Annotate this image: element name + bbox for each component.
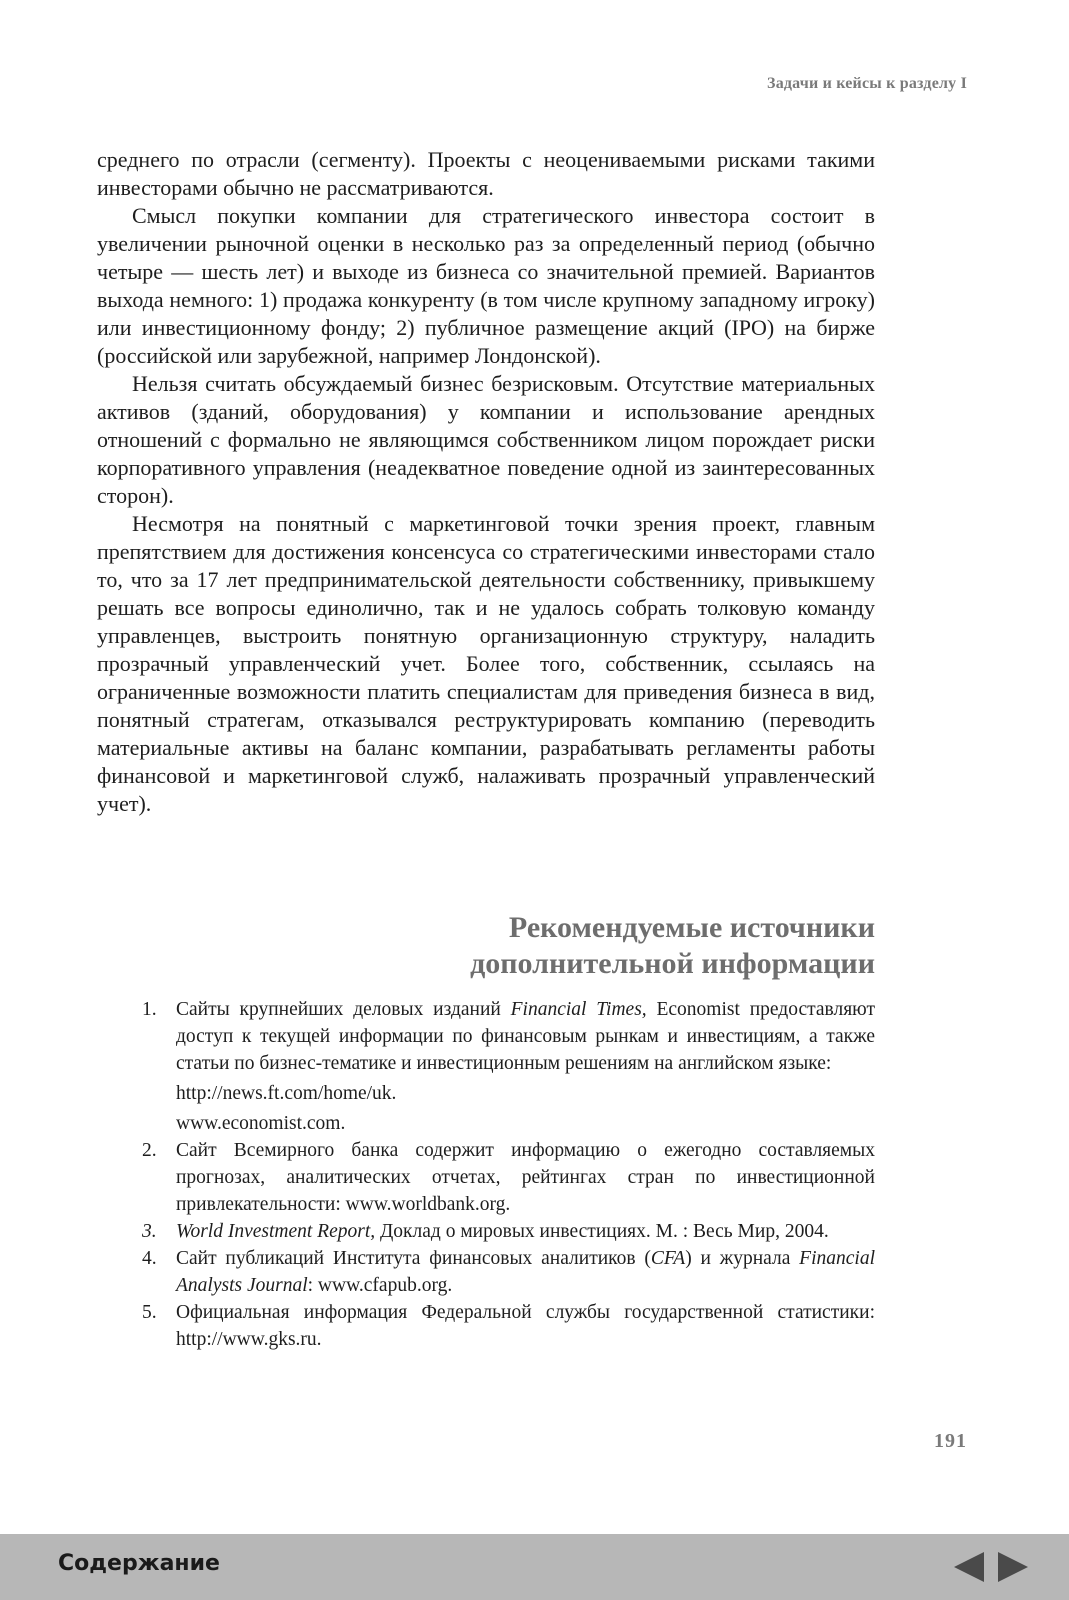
reference-number: 3. (142, 1221, 157, 1242)
paragraph: среднего по отрасли (сегменту). Проекты с неоцениваемыми рисками такими инвесторами обычно не рассматриваются. (97, 147, 875, 200)
reference-text: Сайты крупнейших деловых изданий (176, 999, 511, 1020)
triangle-right-icon (996, 1550, 1030, 1584)
section-heading (275, 910, 875, 982)
section-heading-line: дополнительной информации (470, 947, 875, 980)
reference-italic: World Investment Report, (176, 1221, 376, 1242)
reference-list (130, 996, 875, 1353)
navigation-bar (0, 1534, 1069, 1600)
triangle-left-icon (952, 1550, 986, 1584)
reference-text: : www.cfapub.org. (307, 1275, 453, 1296)
reference-italic: Financial Analysts Journal (176, 1248, 875, 1296)
reference-link[interactable]: www.economist.com. (176, 1113, 346, 1134)
reference-text: Официальная информация Федеральной службы государственной статистики: http://www.gks.ru. (176, 1302, 875, 1350)
reference-text: Сайт публикаций Института финансовых аналитиков ( (176, 1248, 651, 1269)
reference-text: Доклад о мировых инвестициях. М. : Весь Мир, 2004. (375, 1221, 829, 1242)
reference-item (130, 1218, 875, 1245)
reference-number: 1. (142, 999, 157, 1020)
reference-number: 2. (142, 1140, 157, 1161)
reference-item (130, 1299, 875, 1353)
paragraph: Смысл покупки компании для стратегического инвестора состоит в увеличении рыночной оценки в несколько раз за определенный период (обычно четыре — шесть лет) и выходе из бизнеса со значительной премией. Вариантов выхода немного: 1) продажа конкуренту (в том числе крупному западному игроку) или инвестиционному фонду; 2) публичное размещение акций (IPO) на бирже (российской или зарубежной, например Лондонской). (97, 203, 875, 368)
reference-link[interactable]: http://news.ft.com/home/uk. (176, 1083, 397, 1104)
reference-item (130, 996, 875, 1137)
reference-number: 4. (142, 1248, 157, 1269)
reference-text: Economist предоставляют доступ к текущей информации по финансовым рынкам и инвестициям, а также статьи по бизнес-тематике и инвестиционным решениям на английском языке: (176, 999, 875, 1074)
reference-number: 5. (142, 1302, 157, 1323)
reference-text: Сайт Всемирного банка содержит информацию о ежегодно составляемых прогнозах, аналитических отчетах, рейтингах стран по инвестиционной привлекательности: www.worldbank.org. (176, 1140, 875, 1215)
paragraph: Нельзя считать обсуждаемый бизнес безрисковым. Отсутствие материальных активов (зданий, оборудования) у компании и использование арендных отношений с формально не являющимся собственником лицом порождает риски корпоративного управления (неадекватное поведение одной из заинтересованных сторон). (97, 371, 875, 508)
reference-italic: Financial Times, (510, 999, 647, 1020)
previous-page-button[interactable] (952, 1550, 986, 1584)
reference-item (130, 1137, 875, 1218)
reference-item (130, 1245, 875, 1299)
table-of-contents-link[interactable]: Содержание (58, 1551, 220, 1576)
section-heading-line: Рекомендуемые источники (508, 911, 875, 944)
page-number: 191 (934, 1430, 967, 1452)
paragraph: Несмотря на понятный с маркетинговой точки зрения проект, главным препятствием для достижения консенсуса со стратегическими инвесторами стало то, что за 17 лет предпринимательской деятельности собственнику, привыкшему решать все вопросы единолично, так и не удалось собрать толковую команду управленцев, выстроить понятную организационную структуру, наладить прозрачный управленческий учет. Более того, собственник, ссылаясь на ограниченные возможности платить специалистам для приведения бизнеса в вид, понятный стратегам, отказывался реструктурировать компанию (переводить материальные активы на баланс компании, разрабатывать регламенты работы финансовой и маркетинговой служб, налаживать прозрачный управленческий учет). (97, 511, 875, 816)
reference-text: ) и журнала (685, 1248, 800, 1269)
reference-italic: CFA (650, 1248, 686, 1269)
running-head: Задачи и кейсы к разделу I (767, 75, 967, 92)
body-text (97, 146, 875, 818)
next-page-button[interactable] (996, 1550, 1030, 1584)
